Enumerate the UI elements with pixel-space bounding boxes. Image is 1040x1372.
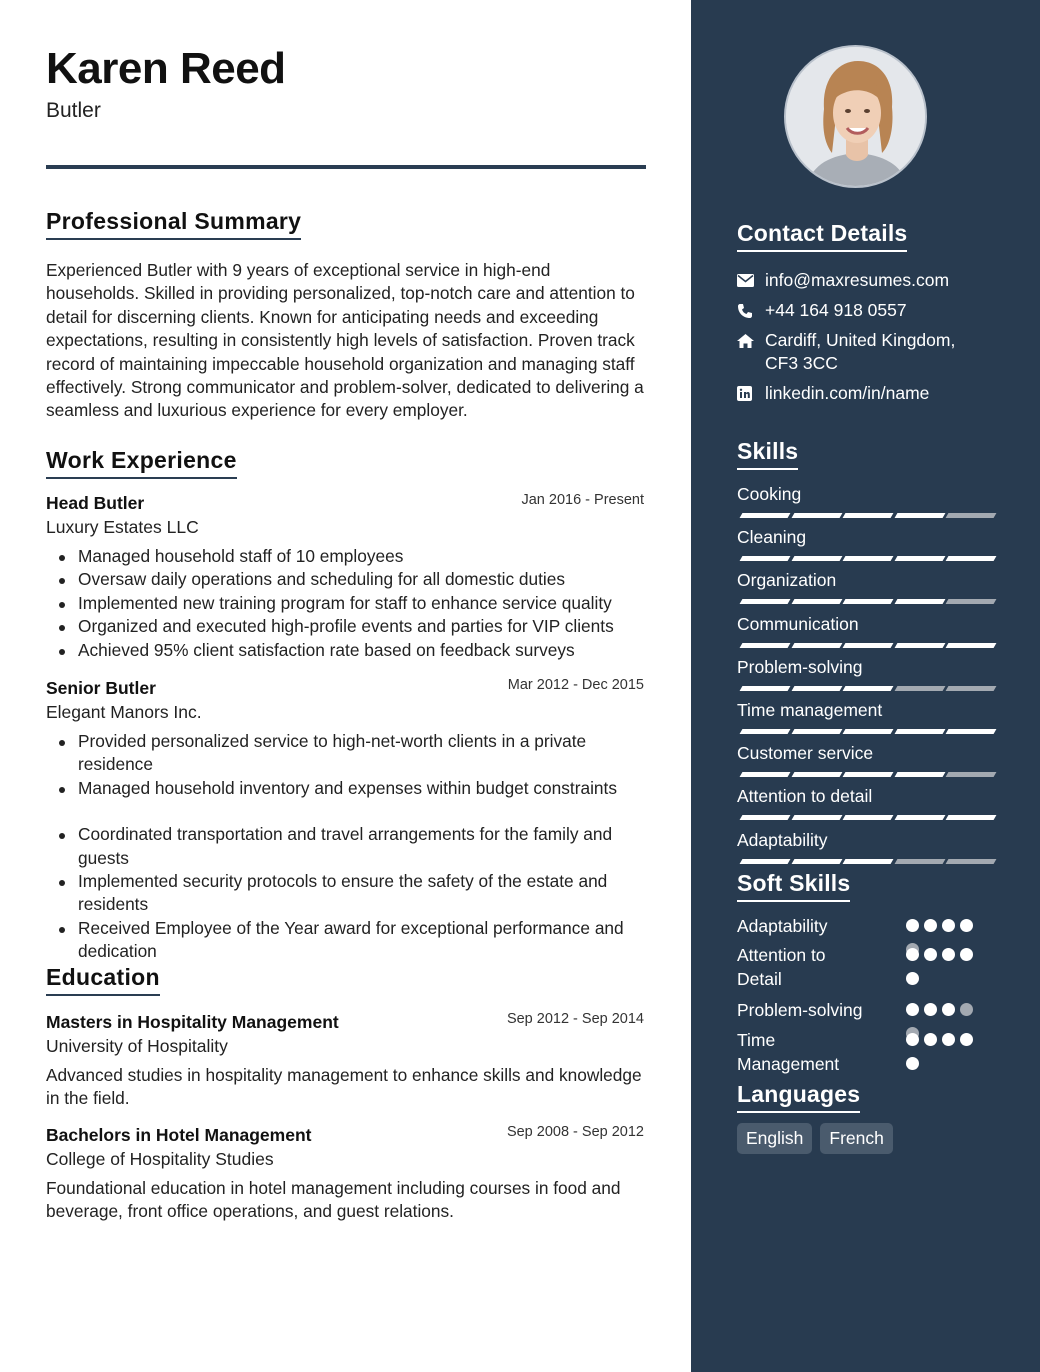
rating-dot-filled <box>942 1003 955 1016</box>
header-divider <box>46 165 646 169</box>
education-entry <box>46 1011 646 1111</box>
rating-dot-filled <box>942 948 955 961</box>
rating-dot-filled <box>906 1003 919 1016</box>
skill-segment-filled <box>843 556 894 561</box>
candidate-name: Karen Reed <box>46 44 286 93</box>
skill-level-bar <box>737 599 993 605</box>
soft-skill-rating <box>906 1033 986 1073</box>
job-bullet: Coordinated transportation and travel arrangements for the family and guests <box>46 823 646 870</box>
education-dates: Sep 2012 - Sep 2014 <box>506 1011 644 1027</box>
skill-segment-filled <box>740 772 791 777</box>
skill-segment-empty <box>946 599 997 604</box>
envelope-icon <box>737 269 765 292</box>
contact-heading: Contact Details <box>737 220 907 252</box>
skill-segment-filled <box>740 729 791 734</box>
skill-name: Organization <box>737 570 837 591</box>
skill-level-bar <box>737 815 993 821</box>
skill-segment-filled <box>894 513 945 518</box>
soft-skill-name: Adaptability <box>737 916 828 936</box>
skill-segment-filled <box>791 513 842 518</box>
skill-segment-filled <box>843 686 894 691</box>
education-entry <box>46 1124 646 1224</box>
skill-item <box>737 785 993 807</box>
rating-dot-filled <box>906 1033 919 1046</box>
skill-segment-empty <box>894 686 945 691</box>
degree: Bachelors in Hotel Management <box>46 1125 312 1145</box>
skill-segment-filled <box>740 643 791 648</box>
soft-skill-name: Time Management <box>737 1030 840 1074</box>
summary-heading: Professional Summary <box>46 208 301 240</box>
soft-skills-heading: Soft Skills <box>737 870 850 902</box>
contact-email-text: info@maxresumes.com <box>765 270 950 290</box>
skill-segment-filled <box>894 643 945 648</box>
skill-segment-filled <box>791 556 842 561</box>
skill-segment-filled <box>791 772 842 777</box>
skill-item <box>737 526 993 548</box>
rating-dot-filled <box>924 1033 937 1046</box>
job-title: Head Butler <box>46 493 145 513</box>
candidate-title: Butler <box>46 99 101 122</box>
rating-dot-filled <box>960 948 973 961</box>
skill-item <box>737 699 993 721</box>
job-bullet: Managed household inventory and expenses within budget constraints <box>46 777 646 800</box>
skill-segment-filled <box>946 556 997 561</box>
contact-linkedin[interactable] <box>737 382 929 405</box>
skill-name: Attention to detail <box>737 786 873 807</box>
education-description: Foundational education in hotel management including courses in food and beverage, front office operations, and guest relations. <box>46 1178 621 1222</box>
skill-item <box>737 829 993 851</box>
skill-segment-filled <box>740 859 791 864</box>
skill-name: Adaptability <box>737 829 828 850</box>
job-title: Senior Butler <box>46 678 156 698</box>
job-company: Luxury Estates LLC <box>46 517 199 537</box>
job-bullet: Oversaw daily operations and scheduling for all domestic duties <box>46 568 646 591</box>
skills-heading: Skills <box>737 438 798 470</box>
skill-item <box>737 483 993 505</box>
soft-skill-item <box>737 1028 987 1076</box>
rating-dot-filled <box>906 1057 919 1070</box>
rating-dot-filled <box>906 948 919 961</box>
job-bullet: Organized and executed high-profile events and parties for VIP clients <box>46 615 646 638</box>
soft-skill-item <box>737 998 987 1022</box>
phone-icon <box>737 299 765 322</box>
skill-name: Cooking <box>737 484 802 504</box>
skill-segment-filled <box>791 686 842 691</box>
languages-list <box>737 1123 893 1154</box>
rating-dot-filled <box>906 972 919 985</box>
rating-dot-filled <box>960 1033 973 1046</box>
skill-segment-filled <box>843 643 894 648</box>
skill-segment-filled <box>894 815 945 820</box>
skill-level-bar <box>737 643 993 649</box>
soft-skill-name: Attention to Detail <box>737 945 826 989</box>
rating-dot-filled <box>924 948 937 961</box>
job-bullet: Managed household staff of 10 employees <box>46 545 646 568</box>
skill-segment-filled <box>843 859 894 864</box>
rating-dot-filled <box>906 919 919 932</box>
skill-segment-filled <box>843 599 894 604</box>
job-bullets <box>46 545 646 662</box>
skill-name: Communication <box>737 613 859 634</box>
skill-segment-filled <box>894 772 945 777</box>
skill-segment-empty <box>946 686 997 691</box>
skill-segment-filled <box>946 729 997 734</box>
skill-level-bar <box>737 686 993 692</box>
skill-name: Time management <box>737 700 883 720</box>
skill-segment-filled <box>791 599 842 604</box>
skill-segment-filled <box>843 729 894 734</box>
soft-skill-rating <box>906 948 986 988</box>
skill-segment-filled <box>843 772 894 777</box>
rating-dot-filled <box>942 1033 955 1046</box>
skill-segment-filled <box>740 686 791 691</box>
job-entry <box>46 492 646 662</box>
skill-item <box>737 742 993 764</box>
skill-level-bar <box>737 859 993 865</box>
skill-name: Customer service <box>737 743 874 764</box>
skill-segment-filled <box>740 513 791 518</box>
contact-email[interactable] <box>737 269 949 292</box>
skill-segment-filled <box>740 815 791 820</box>
skill-segment-filled <box>791 859 842 864</box>
skill-segment-filled <box>843 513 894 518</box>
skill-level-bar <box>737 729 993 735</box>
soft-skill-item <box>737 914 987 938</box>
linkedin-icon <box>737 382 765 405</box>
skill-segment-empty <box>946 513 997 518</box>
rating-dot-empty <box>960 1003 973 1016</box>
education-heading: Education <box>46 964 160 996</box>
home-icon <box>737 329 765 352</box>
skill-segment-filled <box>894 729 945 734</box>
skill-segment-filled <box>791 815 842 820</box>
contact-address <box>737 329 977 375</box>
skill-segment-filled <box>843 815 894 820</box>
skill-item <box>737 613 993 635</box>
summary-text: Experienced Butler with 9 years of exceptional service in high-end households. Skilled in providing personalized, top-notch care and attention to detail for discerning clients. Known for anticipating needs and exceeding expectations, resulting in consistently high levels of satisfaction. Proven track record of maintaining impeccable household organization and managing staff effectively. Strong communicator and problem-solver, dedicated to delivering a seamless and luxurious experience for every employer. <box>46 260 644 421</box>
skill-level-bar <box>737 772 993 778</box>
languages-heading: Languages <box>737 1081 860 1113</box>
skill-segment-empty <box>894 859 945 864</box>
skill-segment-filled <box>740 556 791 561</box>
skill-segment-filled <box>894 556 945 561</box>
education-description: Advanced studies in hospitality management to enhance skills and knowledge in the field. <box>46 1065 642 1109</box>
skill-segment-filled <box>946 643 997 648</box>
rating-dot-filled <box>924 1003 937 1016</box>
experience-heading: Work Experience <box>46 447 237 479</box>
language-chip: English <box>737 1123 812 1154</box>
job-dates: Jan 2016 - Present <box>521 492 644 508</box>
job-company: Elegant Manors Inc. <box>46 702 202 722</box>
skill-segment-empty <box>946 859 997 864</box>
job-bullet: Implemented security protocols to ensure the safety of the estate and residents <box>46 870 646 917</box>
skill-segment-filled <box>894 599 945 604</box>
job-bullet: Received Employee of the Year award for exceptional performance and dedication <box>46 917 646 964</box>
job-bullet: Implemented new training program for staff to enhance service quality <box>46 592 646 615</box>
school: College of Hospitality Studies <box>46 1149 274 1169</box>
skill-segment-filled <box>791 729 842 734</box>
skill-name: Problem-solving <box>737 656 863 677</box>
rating-dot-filled <box>924 919 937 932</box>
skill-item <box>737 569 993 591</box>
soft-skill-item <box>737 943 987 991</box>
rating-dot-filled <box>960 919 973 932</box>
job-bullets <box>46 730 646 964</box>
soft-skill-name: Problem-solving <box>737 1000 863 1020</box>
job-entry <box>46 677 646 964</box>
job-dates: Mar 2012 - Dec 2015 <box>507 677 644 693</box>
job-bullet: Achieved 95% client satisfaction rate based on feedback surveys <box>46 639 646 662</box>
contact-phone-text: +44 164 918 0557 <box>765 300 907 320</box>
rating-dot-filled <box>942 919 955 932</box>
school: University of Hospitality <box>46 1036 228 1056</box>
education-dates: Sep 2008 - Sep 2012 <box>506 1124 644 1140</box>
profile-photo <box>784 45 927 188</box>
sidebar <box>691 0 1040 1372</box>
language-chip: French <box>820 1123 892 1154</box>
skill-segment-empty <box>946 772 997 777</box>
contact-linkedin-text: linkedin.com/in/name <box>765 383 930 403</box>
skill-level-bar <box>737 513 993 519</box>
contact-address-text: Cardiff, United Kingdom, CF3 3CC <box>765 330 956 373</box>
skill-segment-filled <box>946 815 997 820</box>
contact-phone[interactable] <box>737 299 907 322</box>
skill-segment-filled <box>740 599 791 604</box>
skill-level-bar <box>737 556 993 562</box>
portrait-illustration <box>786 47 927 188</box>
skill-name: Cleaning <box>737 527 807 548</box>
degree: Masters in Hospitality Management <box>46 1012 339 1032</box>
skill-item <box>737 656 993 678</box>
job-bullet: Provided personalized service to high-net-worth clients in a private residence <box>46 730 646 777</box>
skill-segment-filled <box>791 643 842 648</box>
